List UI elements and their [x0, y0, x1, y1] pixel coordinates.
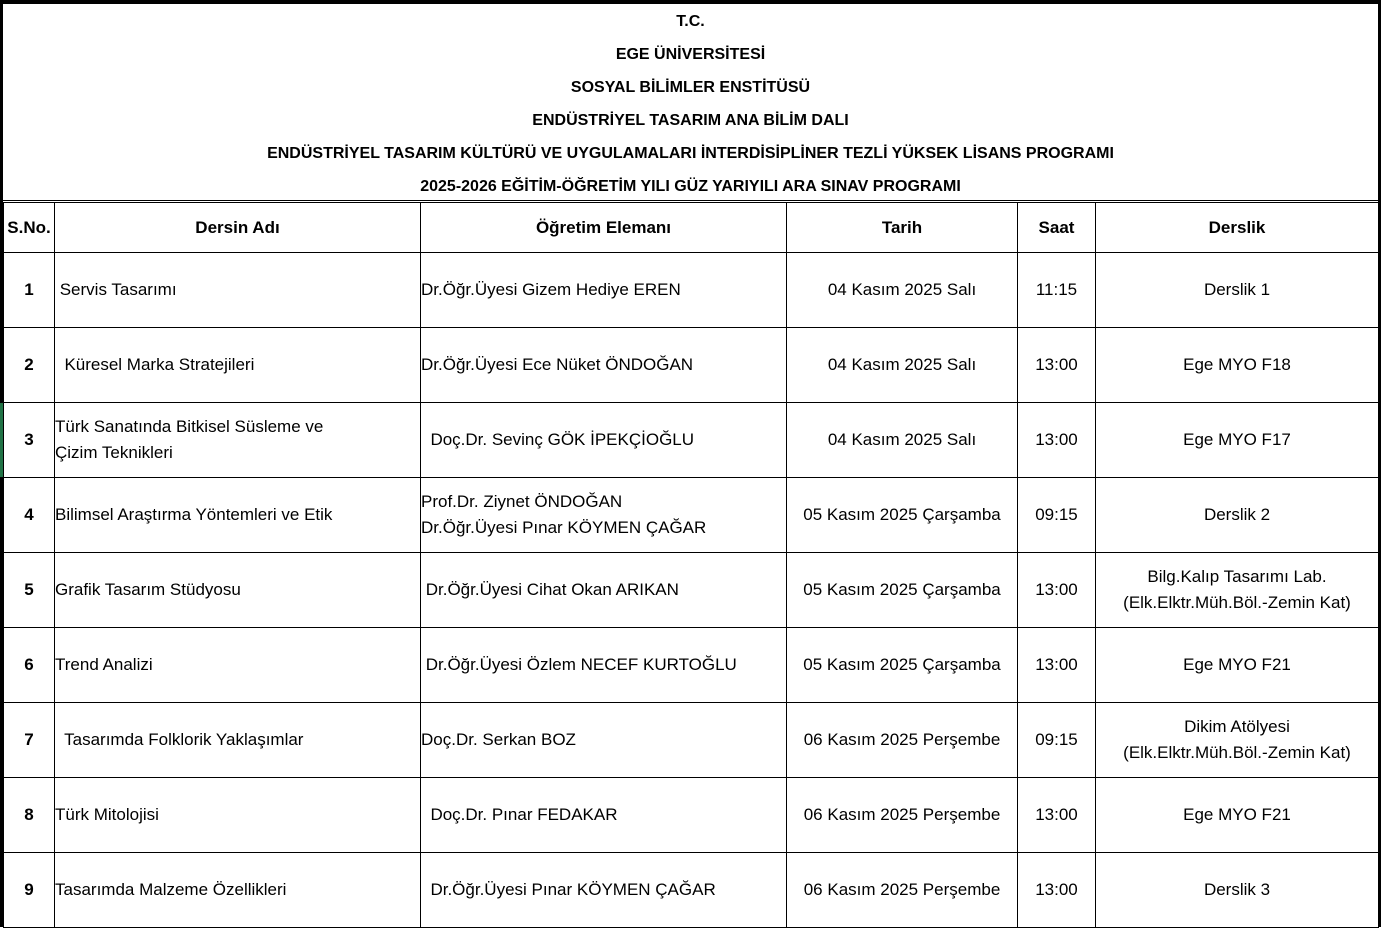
- cell-course[interactable]: [55, 853, 421, 928]
- room-name-line: (Elk.Elktr.Müh.Böl.-Zemin Kat): [1123, 743, 1351, 762]
- course-name-line: Tasarımda Folklorik Yaklaşımlar: [55, 730, 304, 749]
- header-line-schedule-title: 2025-2026 EĞİTİM-ÖĞRETİM YILI GÜZ YARIYILI ARA SINAV PROGRAMI: [420, 178, 961, 195]
- cell-time[interactable]: 09:15: [1018, 703, 1096, 778]
- table-row: [4, 478, 1379, 553]
- cell-instructor[interactable]: [421, 778, 787, 853]
- cell-sno[interactable]: 2: [4, 328, 55, 403]
- cell-instructor[interactable]: [421, 403, 787, 478]
- room-name-line: Derslik 3: [1203, 880, 1271, 899]
- cell-room[interactable]: [1096, 403, 1379, 478]
- cell-sno[interactable]: 7: [4, 703, 55, 778]
- document-header: [3, 4, 1378, 201]
- cell-sno[interactable]: 4: [4, 478, 55, 553]
- column-header-time: Saat: [1018, 203, 1096, 253]
- instructor-name-line: Dr.Öğr.Üyesi Pınar KÖYMEN ÇAĞAR: [421, 880, 716, 899]
- course-name-line: Küresel Marka Stratejileri: [55, 355, 255, 374]
- room-name-line: Derslik 2: [1203, 505, 1271, 524]
- instructor-name-line: Doç.Dr. Sevinç GÖK İPEKÇİOĞLU: [421, 430, 695, 449]
- course-name-line: Türk Sanatında Bitkisel Süsleme ve: [55, 417, 324, 436]
- table-row: [4, 628, 1379, 703]
- cell-course[interactable]: [55, 328, 421, 403]
- instructor-name-line: Dr.Öğr.Üyesi Pınar KÖYMEN ÇAĞAR: [421, 518, 707, 537]
- course-name-line: Tasarımda Malzeme Özellikleri: [55, 880, 287, 899]
- cell-date[interactable]: 04 Kasım 2025 Salı: [787, 328, 1018, 403]
- cell-time[interactable]: 11:15: [1018, 253, 1096, 328]
- cell-room[interactable]: [1096, 703, 1379, 778]
- instructor-name-line: Doç.Dr. Serkan BOZ: [421, 730, 576, 749]
- header-line-institute: SOSYAL BİLİMLER ENSTİTÜSÜ: [570, 79, 811, 96]
- course-name-line: Servis Tasarımı: [55, 280, 177, 299]
- table-row: [4, 253, 1379, 328]
- table-row: [4, 703, 1379, 778]
- table-row: [4, 778, 1379, 853]
- cell-time[interactable]: 13:00: [1018, 553, 1096, 628]
- course-name-line: Bilimsel Araştırma Yöntemleri ve Etik: [55, 505, 333, 524]
- cell-room[interactable]: [1096, 553, 1379, 628]
- cell-date[interactable]: 05 Kasım 2025 Çarşamba: [787, 478, 1018, 553]
- cell-date[interactable]: 05 Kasım 2025 Çarşamba: [787, 628, 1018, 703]
- cell-sno[interactable]: 1: [4, 253, 55, 328]
- cell-course[interactable]: [55, 478, 421, 553]
- cell-date[interactable]: 06 Kasım 2025 Perşembe: [787, 778, 1018, 853]
- header-line-program: ENDÜSTRİYEL TASARIM KÜLTÜRÜ VE UYGULAMALARI İNTERDİSİPLİNER TEZLİ YÜKSEK LİSANS PROGRAMI: [267, 145, 1114, 162]
- cell-instructor[interactable]: [421, 253, 787, 328]
- cell-room[interactable]: [1096, 628, 1379, 703]
- cell-sno[interactable]: 6: [4, 628, 55, 703]
- column-header-instructor: Öğretim Elemanı: [421, 203, 787, 253]
- room-name-line: Dikim Atölyesi: [1184, 717, 1290, 736]
- cell-sno[interactable]: 3: [4, 403, 55, 478]
- cell-room[interactable]: [1096, 328, 1379, 403]
- cell-instructor[interactable]: [421, 703, 787, 778]
- instructor-name-line: Dr.Öğr.Üyesi Ece Nüket ÖNDOĞAN: [421, 355, 694, 374]
- course-name-line: Türk Mitolojisi: [55, 805, 159, 824]
- table-header-row: [4, 203, 1379, 253]
- cell-time[interactable]: 13:00: [1018, 328, 1096, 403]
- cell-sno[interactable]: 8: [4, 778, 55, 853]
- header-line-university: EGE ÜNİVERSİTESİ: [615, 46, 766, 63]
- cell-sno[interactable]: 9: [4, 853, 55, 928]
- cell-time[interactable]: 13:00: [1018, 628, 1096, 703]
- cell-course[interactable]: [55, 703, 421, 778]
- room-name-line: Ege MYO F21: [1183, 655, 1291, 674]
- cell-instructor[interactable]: [421, 478, 787, 553]
- cell-date[interactable]: 04 Kasım 2025 Salı: [787, 403, 1018, 478]
- cell-date[interactable]: 06 Kasım 2025 Perşembe: [787, 703, 1018, 778]
- header-line-republic: T.C.: [676, 13, 705, 30]
- header-line-department: ENDÜSTRİYEL TASARIM ANA BİLİM DALI: [532, 112, 849, 129]
- cell-room[interactable]: [1096, 253, 1379, 328]
- room-name-line: Ege MYO F21: [1183, 805, 1291, 824]
- cell-room[interactable]: [1096, 853, 1379, 928]
- room-name-line: Bilg.Kalıp Tasarımı Lab.: [1147, 567, 1327, 586]
- cell-course[interactable]: [55, 553, 421, 628]
- instructor-name-line: Dr.Öğr.Üyesi Cihat Okan ARIKAN: [421, 580, 679, 599]
- cell-time[interactable]: 13:00: [1018, 403, 1096, 478]
- table-row: [4, 553, 1379, 628]
- room-name-line: Derslik 1: [1203, 280, 1271, 299]
- instructor-name-line: Dr.Öğr.Üyesi Özlem NECEF KURTOĞLU: [421, 655, 737, 674]
- cell-date[interactable]: 05 Kasım 2025 Çarşamba: [787, 553, 1018, 628]
- table-row: [4, 328, 1379, 403]
- cell-date[interactable]: 04 Kasım 2025 Salı: [787, 253, 1018, 328]
- instructor-name-line: Doç.Dr. Pınar FEDAKAR: [421, 805, 618, 824]
- exam-table: [3, 202, 1379, 928]
- cell-time[interactable]: 13:00: [1018, 778, 1096, 853]
- cell-course[interactable]: [55, 778, 421, 853]
- column-header-course: Dersin Adı: [55, 203, 421, 253]
- cell-date[interactable]: 06 Kasım 2025 Perşembe: [787, 853, 1018, 928]
- cell-instructor[interactable]: [421, 553, 787, 628]
- cell-course[interactable]: [55, 628, 421, 703]
- instructor-name-line: Dr.Öğr.Üyesi Gizem Hediye EREN: [421, 280, 681, 299]
- column-header-room: Derslik: [1096, 203, 1379, 253]
- instructor-name-line: Prof.Dr. Ziynet ÖNDOĞAN: [421, 492, 623, 511]
- table-body: [4, 253, 1379, 928]
- room-name-line: Ege MYO F17: [1183, 430, 1291, 449]
- course-name-line: Grafik Tasarım Stüdyosu: [55, 580, 241, 599]
- cell-instructor[interactable]: [421, 853, 787, 928]
- cell-course[interactable]: [55, 253, 421, 328]
- cell-instructor[interactable]: [421, 628, 787, 703]
- room-name-line: (Elk.Elktr.Müh.Böl.-Zemin Kat): [1123, 593, 1351, 612]
- course-name-line: Çizim Teknikleri: [55, 443, 173, 462]
- column-header-sno: S.No.: [4, 203, 55, 253]
- room-name-line: Ege MYO F18: [1183, 355, 1291, 374]
- cell-instructor[interactable]: [421, 328, 787, 403]
- cell-time[interactable]: 13:00: [1018, 853, 1096, 928]
- course-name-line: Trend Analizi: [55, 655, 153, 674]
- cell-room[interactable]: [1096, 478, 1379, 553]
- cell-sno[interactable]: 5: [4, 553, 55, 628]
- table-row: [4, 853, 1379, 928]
- cell-time[interactable]: 09:15: [1018, 478, 1096, 553]
- cell-room[interactable]: [1096, 778, 1379, 853]
- cell-course[interactable]: [55, 403, 421, 478]
- table-row: [4, 403, 1379, 478]
- column-header-date: Tarih: [787, 203, 1018, 253]
